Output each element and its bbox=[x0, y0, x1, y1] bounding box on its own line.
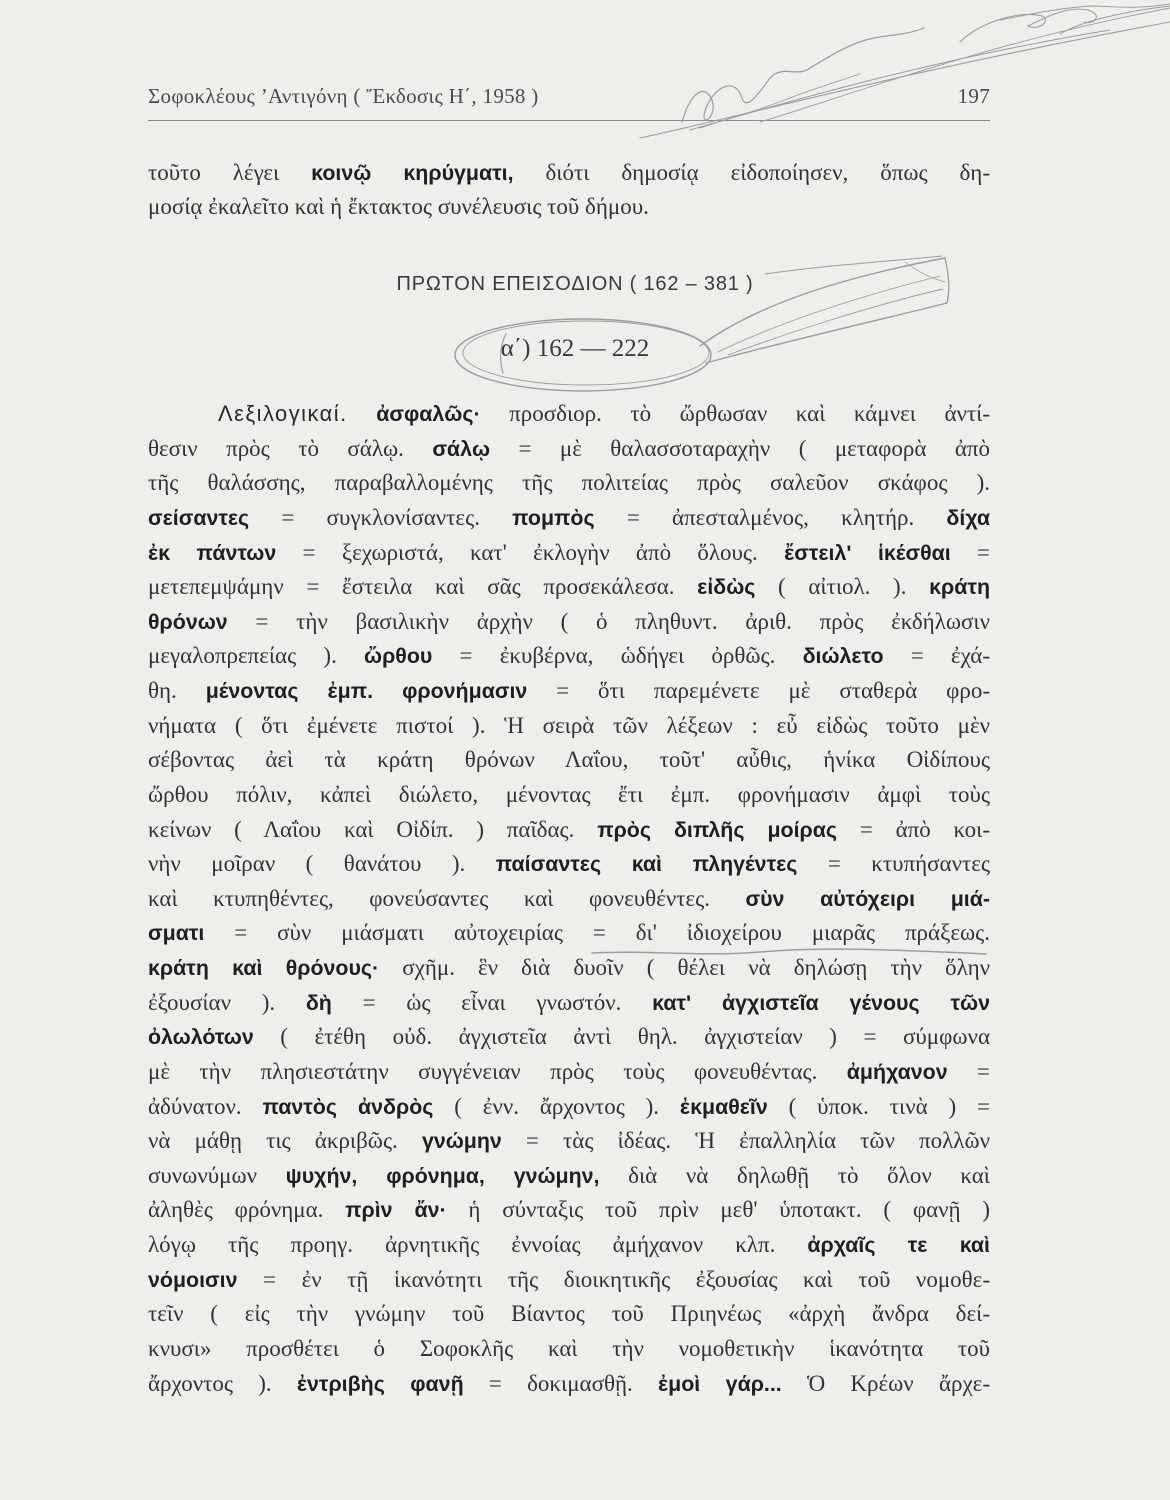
gloss-text: ἀληθὲς φρόνημα. bbox=[148, 1197, 346, 1223]
gloss-text: = τὰς ἰδέας. Ἡ ἐπαλληλία τῶν πολλῶν bbox=[501, 1128, 990, 1154]
text-line bbox=[148, 570, 990, 605]
lemma: γνώμην bbox=[421, 1129, 502, 1154]
lemma: μένοντας ἐμπ. φρονήμασιν bbox=[205, 679, 528, 703]
gloss-text: ἀδύνατον. bbox=[148, 1093, 263, 1119]
lemma: ὀλωλότων bbox=[148, 1025, 254, 1050]
lemma: ὤρθου bbox=[364, 644, 433, 669]
gloss-text: ἄρχοντος ). bbox=[148, 1370, 297, 1396]
gloss-text: = τὴν βασιλικὴν ἀρχὴν ( ὁ πληθυντ. ἀριθ. πρὸς ἐκδήλωσιν bbox=[227, 608, 990, 634]
text-line bbox=[148, 1367, 990, 1402]
gloss-text: ( αἰτιολ. ). bbox=[755, 574, 930, 600]
text-line bbox=[148, 1332, 990, 1367]
text-line bbox=[148, 847, 990, 882]
gloss-text: μοσίᾳ ἐκαλεῖτο καὶ ἡ ἔκτακτος συνέλευσις τοῦ δήμου. bbox=[148, 194, 649, 219]
gloss-text: = ἐν τῇ ἱκανότητι τῆς διοικητικῆς ἐξουσίας καὶ τοῦ νομοθε- bbox=[237, 1266, 990, 1292]
lemma: ἀσφαλῶς· bbox=[376, 402, 481, 426]
gloss-text: Ὁ Κρέων ἄρχε- bbox=[781, 1370, 990, 1396]
header-rule bbox=[148, 120, 990, 121]
lemma: ἐκμαθεῖν bbox=[679, 1094, 768, 1119]
gloss-text: = bbox=[950, 539, 990, 565]
lemma: κράτη bbox=[929, 575, 991, 600]
section-heading: ΠΡΩΤΟΝ ΕΠΕΙΣΟΔΙΟΝ ( 162 – 381 ) bbox=[396, 273, 754, 295]
text-line bbox=[148, 916, 990, 951]
gloss-text: νὴν μοῖραν ( θανάτου ). bbox=[148, 851, 496, 877]
gloss-text: = ὅτι παρεμένετε μὲ σταθερὰ φρο- bbox=[527, 678, 991, 703]
gloss-text: τεῖν ( εἰς τὴν γνώμην τοῦ Βίαντος τοῦ Πριηνέως «ἀρχὴ ἄνδρα δεί- bbox=[148, 1301, 990, 1327]
text-line bbox=[148, 743, 990, 778]
gloss-text: θεσιν πρὸς τὸ σάλῳ. bbox=[148, 435, 433, 461]
gloss-text: κείνων ( Λαΐου καὶ Οἰδίπ. ) παῖδας. bbox=[148, 816, 598, 842]
lemma: ἐντριβὴς φανῇ bbox=[296, 1371, 464, 1396]
text-line bbox=[148, 986, 990, 1021]
gloss-text: = bbox=[947, 1058, 990, 1084]
section-label: Λεξιλογικαί. bbox=[218, 401, 348, 426]
lemma: παίσαντες καὶ πληγέντες bbox=[495, 852, 798, 877]
lemma: κατ' ἀγχιστεῖα γένους τῶν bbox=[652, 990, 990, 1015]
gloss-text: λόγῳ τῆς προηγ. ἀρνητικῆς ἐννοίας ἀμήχανον κλπ. bbox=[148, 1232, 808, 1257]
text-line bbox=[148, 639, 990, 674]
gloss-text: θη. bbox=[148, 678, 206, 703]
gloss-text: = ὡς εἶναι γνωστόν. bbox=[331, 989, 653, 1015]
gloss-text: μεγαλοπρεπείας ). bbox=[148, 643, 365, 669]
pencil-scribble bbox=[640, 4, 1170, 138]
text-line bbox=[148, 156, 990, 190]
lemma: ἐκ πάντων bbox=[148, 540, 277, 565]
gloss-text: ἡ σύνταξις τοῦ πρὶν μεθ' ὑποτακτ. ( φανῇ ) bbox=[446, 1197, 990, 1223]
text-line bbox=[148, 709, 990, 744]
lemma: ἔστειλ' ἱκέσθαι bbox=[784, 540, 951, 565]
lemma: παντὸς ἀνδρὸς bbox=[262, 1094, 434, 1119]
gloss-text: ὤρθου πόλιν, κἀπεὶ διώλετο, μένοντας ἔτι ἐμπ. φρονήμασιν ἀμφὶ τοὺς bbox=[148, 781, 990, 807]
text-line bbox=[148, 813, 990, 848]
text-line bbox=[148, 432, 990, 467]
gloss-text: συνωνύμων bbox=[148, 1162, 286, 1188]
gloss-text: = ἀπεσταλμένος, κλητήρ. bbox=[594, 504, 947, 530]
text-line bbox=[148, 674, 990, 709]
text-line bbox=[148, 1020, 990, 1055]
gloss-text: τῆς θαλάσσης, παραβαλλομένης τῆς πολιτείας πρὸς σαλεῦον σκάφος ). bbox=[148, 470, 990, 496]
gloss-text: μὲ τὴν πλησιεστάτην συγγένειαν πρὸς τοὺς φονευθέντας. bbox=[148, 1058, 847, 1084]
text-line bbox=[148, 1297, 990, 1332]
lemma: ἀρχαῖς τε καὶ bbox=[807, 1233, 990, 1257]
text-line bbox=[148, 190, 990, 224]
lemma: διώλετο bbox=[802, 644, 884, 669]
gloss-text: κνυσι» προσθέτει ὁ Σοφοκλῆς καὶ τὴν νομοθετικὴν ἱκανότητα τοῦ bbox=[148, 1335, 990, 1361]
text-line bbox=[148, 1263, 990, 1298]
lemma: ψυχήν, φρόνημα, γνώμην, bbox=[285, 1163, 600, 1188]
gloss-text: σέβοντας ἀεὶ τὰ κράτη θρόνων Λαΐου, τοῦτ' αὖθις, ἡνίκα Οἰδίπους bbox=[148, 747, 990, 773]
lemma: κοινῷ κηρύγματι, bbox=[311, 161, 514, 185]
lemma: εἰδὼς bbox=[697, 575, 756, 600]
page-number: 197 bbox=[957, 84, 990, 108]
gloss-text: διὰ νὰ δηλωθῇ τὸ ὅλον καὶ bbox=[599, 1162, 990, 1188]
running-head-title: Σοφοκλέους ’Αντιγόνη ( Ἔκδοσις Η΄, 1958 ) bbox=[148, 84, 539, 108]
text-line bbox=[148, 466, 990, 501]
text-line bbox=[148, 1090, 990, 1125]
lemma: ἀμήχανον bbox=[846, 1059, 948, 1084]
gloss-text: = κτυπήσαντες bbox=[797, 851, 990, 877]
gloss-text: σχῆμ. ἓν διὰ δυοῖν ( θέλει νὰ δηλώσῃ τὴν ὅλην bbox=[379, 955, 990, 980]
gloss-text: = ξεχωριστά, κατ' ἐκλογὴν ἀπὸ ὅλους. bbox=[276, 539, 785, 565]
gloss-text bbox=[348, 401, 377, 426]
text-line bbox=[148, 882, 990, 917]
gloss-text: ( ἐνν. ἄρχοντος ). bbox=[433, 1093, 680, 1119]
gloss-text: νήματα ( ὅτι ἐμένετε πιστοί ). Ἡ σειρὰ τῶν λέξεων : εὖ εἰδὼς τοῦτο μὲν bbox=[148, 712, 990, 738]
gloss-text: διότι δημοσίᾳ εἰδοποίησεν, ὅπως δη- bbox=[513, 160, 990, 185]
text-line bbox=[148, 501, 990, 536]
lemma: σείσαντες bbox=[148, 505, 250, 530]
intro-paragraph bbox=[148, 156, 990, 224]
gloss-text: = δοκιμασθῇ. bbox=[463, 1370, 659, 1396]
gloss-text: ἐξουσίαν ). bbox=[148, 989, 306, 1015]
lemma: κράτη καὶ θρόνους· bbox=[148, 956, 380, 980]
gloss-text: = ἀπὸ κοι- bbox=[837, 816, 990, 842]
text-line bbox=[148, 1193, 990, 1228]
gloss-text: = ἐχά- bbox=[883, 643, 990, 669]
gloss-text: = συγκλονίσαντες. bbox=[249, 504, 513, 530]
lemma: σματι bbox=[148, 921, 205, 946]
lemma: δὴ bbox=[305, 990, 332, 1015]
gloss-text: τοῦτο λέγει bbox=[148, 160, 312, 185]
gloss-text: καὶ κτυπηθέντες, φονεύσαντες καὶ φονευθέντες. bbox=[148, 885, 746, 911]
text-line bbox=[148, 1228, 990, 1263]
gloss-text: = μὲ θαλασσοταραχὴν ( μεταφορὰ ἀπὸ bbox=[490, 435, 990, 461]
gloss-text: προσδιορ. τὸ ὤρθωσαν καὶ κάμνει ἀντί- bbox=[480, 401, 990, 426]
lemma: σάλῳ bbox=[432, 436, 491, 461]
text-line bbox=[148, 1159, 990, 1194]
lemma: νόμοισιν bbox=[148, 1267, 238, 1292]
subsection-heading: α΄) 162 — 222 bbox=[500, 335, 650, 362]
gloss-text: = ἐκυβέρνα, ὡδήγει ὀρθῶς. bbox=[432, 643, 803, 669]
gloss-text: μετεπεμψάμην = ἔστειλα καὶ σᾶς προσεκάλεσα. bbox=[148, 574, 698, 600]
text-line bbox=[148, 605, 990, 640]
lemma: σὺν αὐτόχειρι μιά- bbox=[745, 886, 991, 911]
gloss-text: = σὺν μιάσματι αὐτοχειρίας = δι' ἰδιοχείρου μιαρᾶς πράξεως. bbox=[204, 920, 990, 946]
text-line bbox=[148, 1124, 990, 1159]
lemma: θρόνων bbox=[148, 609, 228, 634]
lemma: πρὸς διπλῆς μοίρας bbox=[597, 817, 838, 842]
text-line bbox=[148, 397, 990, 432]
lemma: δίχα bbox=[946, 505, 990, 530]
lemma: πρὶν ἄν· bbox=[345, 1198, 447, 1223]
running-head bbox=[148, 84, 990, 112]
text-line bbox=[148, 778, 990, 813]
text-line bbox=[148, 536, 990, 571]
lemma: πομπὸς bbox=[512, 505, 595, 530]
text-line bbox=[148, 1055, 990, 1090]
glossary-paragraph bbox=[148, 397, 990, 1401]
gloss-text: ( ἐτέθη οὐδ. ἀγχιστεῖα ἀντὶ θηλ. ἀγχιστείαν ) = σύμφωνα bbox=[253, 1024, 990, 1050]
gloss-text: ( ὑποκ. τινὰ ) = bbox=[767, 1093, 990, 1119]
text-line bbox=[148, 951, 990, 986]
gloss-text: νὰ μάθῃ τις ἀκριβῶς. bbox=[148, 1128, 422, 1154]
lemma: ἐμοὶ γάρ... bbox=[658, 1371, 782, 1396]
